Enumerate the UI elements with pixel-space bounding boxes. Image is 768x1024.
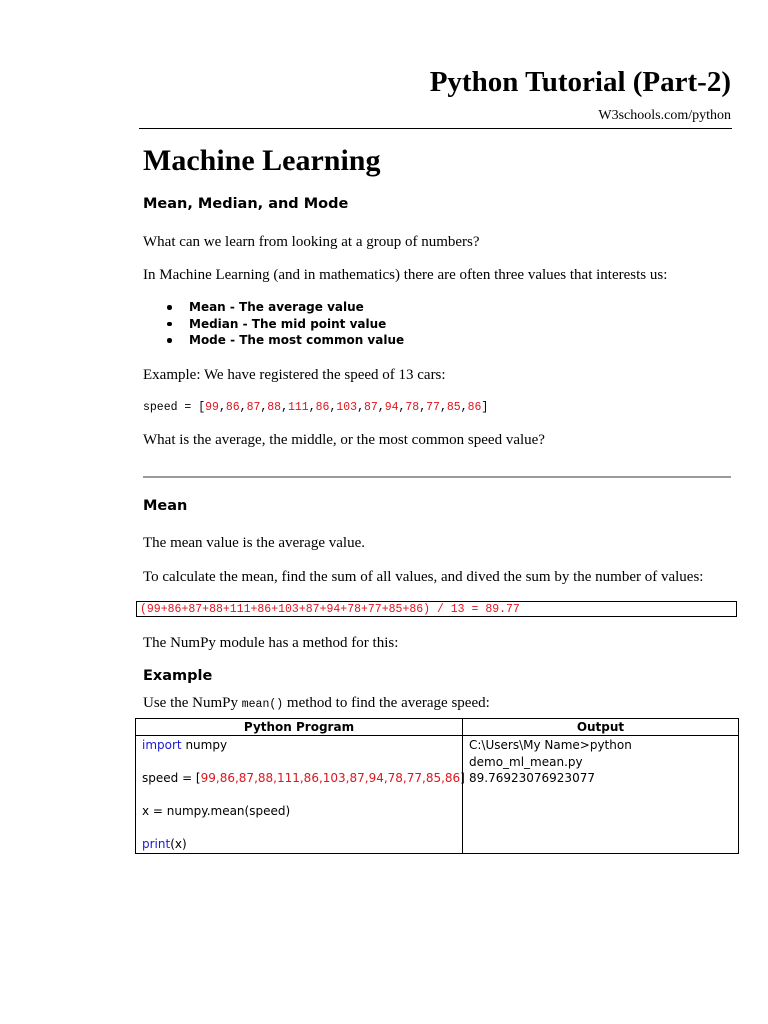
- formula-term: 78: [347, 603, 361, 616]
- speed-value: 86: [467, 401, 482, 414]
- formula-term: 85: [388, 603, 403, 616]
- formula-term: 86: [167, 603, 182, 616]
- use-numpy-paragraph: [143, 695, 490, 712]
- speed-value: 99: [205, 401, 219, 414]
- intro-paragraph-1: What can we learn from looking at a group of numbers?: [143, 234, 480, 250]
- table-header-row: [136, 719, 739, 736]
- formula-term: 87: [188, 603, 203, 616]
- formula-term: 99: [146, 603, 161, 616]
- mean-paragraph-2: To calculate the mean, find the sum of all values, and dived the sum by the number of values:: [143, 569, 704, 585]
- code-prefix: speed = [: [143, 401, 206, 414]
- use-suffix: method to find the average speed:: [286, 695, 490, 711]
- section-title: Machine Learning: [143, 144, 381, 177]
- formula-plus: +: [271, 603, 279, 616]
- output-line: demo_ml_mean.py: [469, 754, 583, 769]
- formula-plus: +: [298, 603, 306, 616]
- code-speed-line: [142, 770, 465, 787]
- formula-plus: +: [340, 603, 348, 616]
- document-source: W3schools.com/python: [598, 108, 731, 123]
- formula-term: 88: [209, 603, 223, 616]
- formula-result: 89.77: [485, 603, 520, 616]
- code-mean-line: x = numpy.mean(speed): [142, 804, 291, 818]
- python-program-header: Python Program: [136, 719, 463, 736]
- code-comma: ,: [439, 401, 447, 414]
- python-program-cell: [136, 736, 463, 854]
- subheading-mean-median-mode: Mean, Median, and Mode: [143, 196, 349, 212]
- document-title: Python Tutorial (Part-2): [429, 66, 731, 98]
- speed-value: 87: [363, 401, 378, 414]
- formula-paren: (: [140, 603, 147, 616]
- formula-plus: +: [361, 603, 368, 616]
- code-comma: ,: [398, 401, 406, 414]
- mean-formula: [140, 603, 520, 616]
- speed-suffix: ]: [460, 771, 465, 785]
- formula-equals: =: [471, 603, 486, 616]
- table-row: [136, 736, 739, 854]
- list-item: [143, 332, 404, 349]
- import-keyword: import: [142, 738, 182, 752]
- formula-term: 77: [367, 603, 382, 616]
- code-comma: ,: [419, 401, 427, 414]
- code-comma: ,: [377, 401, 385, 414]
- formula-plus: +: [222, 603, 230, 616]
- import-module: numpy: [181, 738, 228, 752]
- formula-term: 86: [409, 603, 424, 616]
- code-comma: ,: [329, 401, 337, 414]
- speed-prefix: speed = [: [142, 771, 201, 785]
- formula-divisor: 13: [450, 603, 472, 616]
- bullet-list: [143, 299, 404, 349]
- output-line: 89.76923076923077: [469, 771, 595, 785]
- header-divider: [139, 128, 732, 129]
- speed-value: 86: [315, 401, 330, 414]
- subheading-mean: Mean: [143, 498, 188, 514]
- code-suffix: ]: [481, 401, 489, 414]
- code-comma: ,: [308, 401, 316, 414]
- formula-term: 87: [305, 603, 320, 616]
- print-keyword: print: [142, 837, 171, 851]
- speed-value: 78: [405, 401, 420, 414]
- code-comma: ,: [239, 401, 247, 414]
- numpy-paragraph: The NumPy module has a method for this:: [143, 635, 399, 651]
- formula-plus: +: [202, 603, 210, 616]
- formula-divide: /: [436, 603, 451, 616]
- section-divider: [143, 476, 731, 478]
- speed-value: 87: [246, 401, 261, 414]
- bullet-icon: [167, 305, 172, 310]
- formula-plus: +: [319, 603, 327, 616]
- list-item: [143, 299, 404, 316]
- speed-value: 88: [267, 401, 282, 414]
- use-prefix: Use the NumPy: [143, 695, 238, 711]
- speed-value: 86: [225, 401, 240, 414]
- speed-value: 85: [446, 401, 461, 414]
- formula-plus: +: [250, 603, 258, 616]
- bullet-icon: [167, 322, 172, 327]
- code-print-line: [142, 836, 456, 853]
- example-table: [135, 718, 739, 854]
- question-paragraph: What is the average, the middle, or the most common speed value?: [143, 432, 545, 448]
- mean-paragraph-1: The mean value is the average value.: [143, 535, 365, 551]
- formula-paren: ): [423, 603, 437, 616]
- speed-value: 103: [336, 401, 358, 414]
- code-comma: ,: [218, 401, 226, 414]
- code-comma: ,: [260, 401, 268, 414]
- code-import-line: [142, 737, 456, 754]
- mean-method-code: mean(): [241, 698, 284, 711]
- formula-plus: +: [402, 603, 410, 616]
- intro-paragraph-2: In Machine Learning (and in mathematics) there are often three values that interests us:: [143, 267, 668, 283]
- speed-value: 111: [288, 401, 309, 414]
- formula-term: 86: [257, 603, 272, 616]
- bullet-text: Mean - The average value: [189, 300, 364, 314]
- print-args: (x): [170, 837, 187, 851]
- code-comma: ,: [357, 401, 364, 414]
- example-label: Example: [143, 668, 213, 684]
- speed-values: 99,86,87,88,111,86,103,87,94,78,77,85,86: [200, 771, 461, 785]
- speed-code-line: [143, 401, 488, 414]
- formula-plus: +: [181, 603, 189, 616]
- output-line: C:\Users\My Name>python: [469, 738, 632, 752]
- bullet-icon: [167, 338, 172, 343]
- bullet-text: Mode - The most common value: [189, 333, 405, 347]
- formula-term: 103: [278, 603, 299, 616]
- bullet-text: Median - The mid point value: [189, 316, 387, 331]
- code-comma: ,: [281, 401, 288, 414]
- speed-value: 77: [426, 401, 440, 414]
- formula-term: 111: [229, 603, 251, 616]
- list-item: [143, 316, 404, 333]
- output-cell: [463, 736, 739, 854]
- formula-term: 94: [326, 603, 341, 616]
- example-paragraph: Example: We have registered the speed of 13 cars:: [143, 367, 446, 383]
- formula-plus: +: [381, 603, 389, 616]
- code-comma: ,: [460, 401, 468, 414]
- speed-value: 94: [384, 401, 399, 414]
- formula-plus: +: [160, 603, 168, 616]
- output-header: Output: [463, 719, 739, 736]
